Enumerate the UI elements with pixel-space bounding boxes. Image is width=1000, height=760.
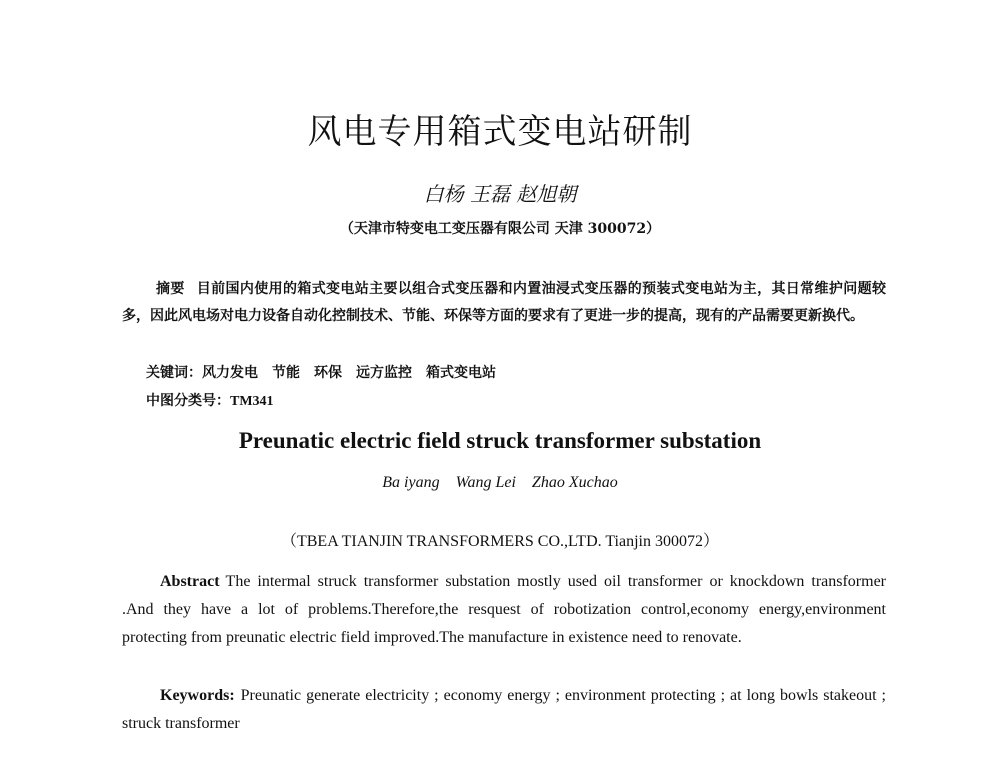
author-name: Ba iyang (382, 474, 440, 491)
authors-english (0, 474, 1000, 492)
abstract-text-english: The intermal struck transformer substation mostly used oil transformer or knockdown transformer .And they have a lot of problems.Therefore,the resquest of robotization control,economy energy,environment protecting from preunatic electric field improved.The manufacture in existence need to renovate. (122, 573, 886, 646)
keywords-chinese (146, 362, 510, 382)
affiliation-chinese: （天津市特变电工变压器有限公司 天津 300072） (339, 221, 661, 237)
abstract-english (122, 568, 886, 652)
abstract-chinese (122, 276, 886, 330)
abstract-label-english: Abstract (160, 573, 220, 590)
keyword-item: 环保 (314, 365, 342, 381)
abstract-label-chinese: 摘要 (156, 281, 185, 297)
keywords-label-english: Keywords: (160, 687, 235, 704)
authors-chinese: 白杨 王磊 赵旭朝 (423, 182, 577, 206)
keywords-english (122, 682, 886, 738)
clc-number (146, 390, 274, 410)
keyword-item: 远方监控 (356, 365, 412, 381)
paper-title-chinese: 风电专用箱式变电站研制 (307, 112, 693, 152)
clc-value: TM341 (230, 394, 274, 409)
author-name: Wang Lei (455, 474, 516, 491)
keywords-text-english: Preunatic generate electricity ; economy energy ; environment protecting ; at long bowls stakeout ; struck transformer (122, 687, 886, 732)
abstract-text-chinese: 目前国内使用的箱式变电站主要以组合式变压器和内置油浸式变压器的预装式变电站为主，其日常维护问题较多，因此风电场对电力设备自动化控制技术、节能、环保等方面的要求有了更进一步的提高，现有的产品需要更新换代。 (122, 281, 887, 324)
author-name: Zhao Xuchao (531, 474, 618, 491)
keyword-item: 节能 (272, 365, 300, 381)
affiliation-english: （TBEA TIANJIN TRANSFORMERS CO.,LTD. Tianjin 300072） (280, 533, 719, 550)
keyword-item: 箱式变电站 (426, 365, 496, 381)
keyword-item: 风力发电 (202, 365, 258, 381)
paper-title-english: Preunatic electric field struck transformer substation (238, 428, 762, 453)
keywords-label-chinese: 关键词： (146, 365, 202, 381)
clc-label: 中图分类号： (146, 393, 230, 409)
